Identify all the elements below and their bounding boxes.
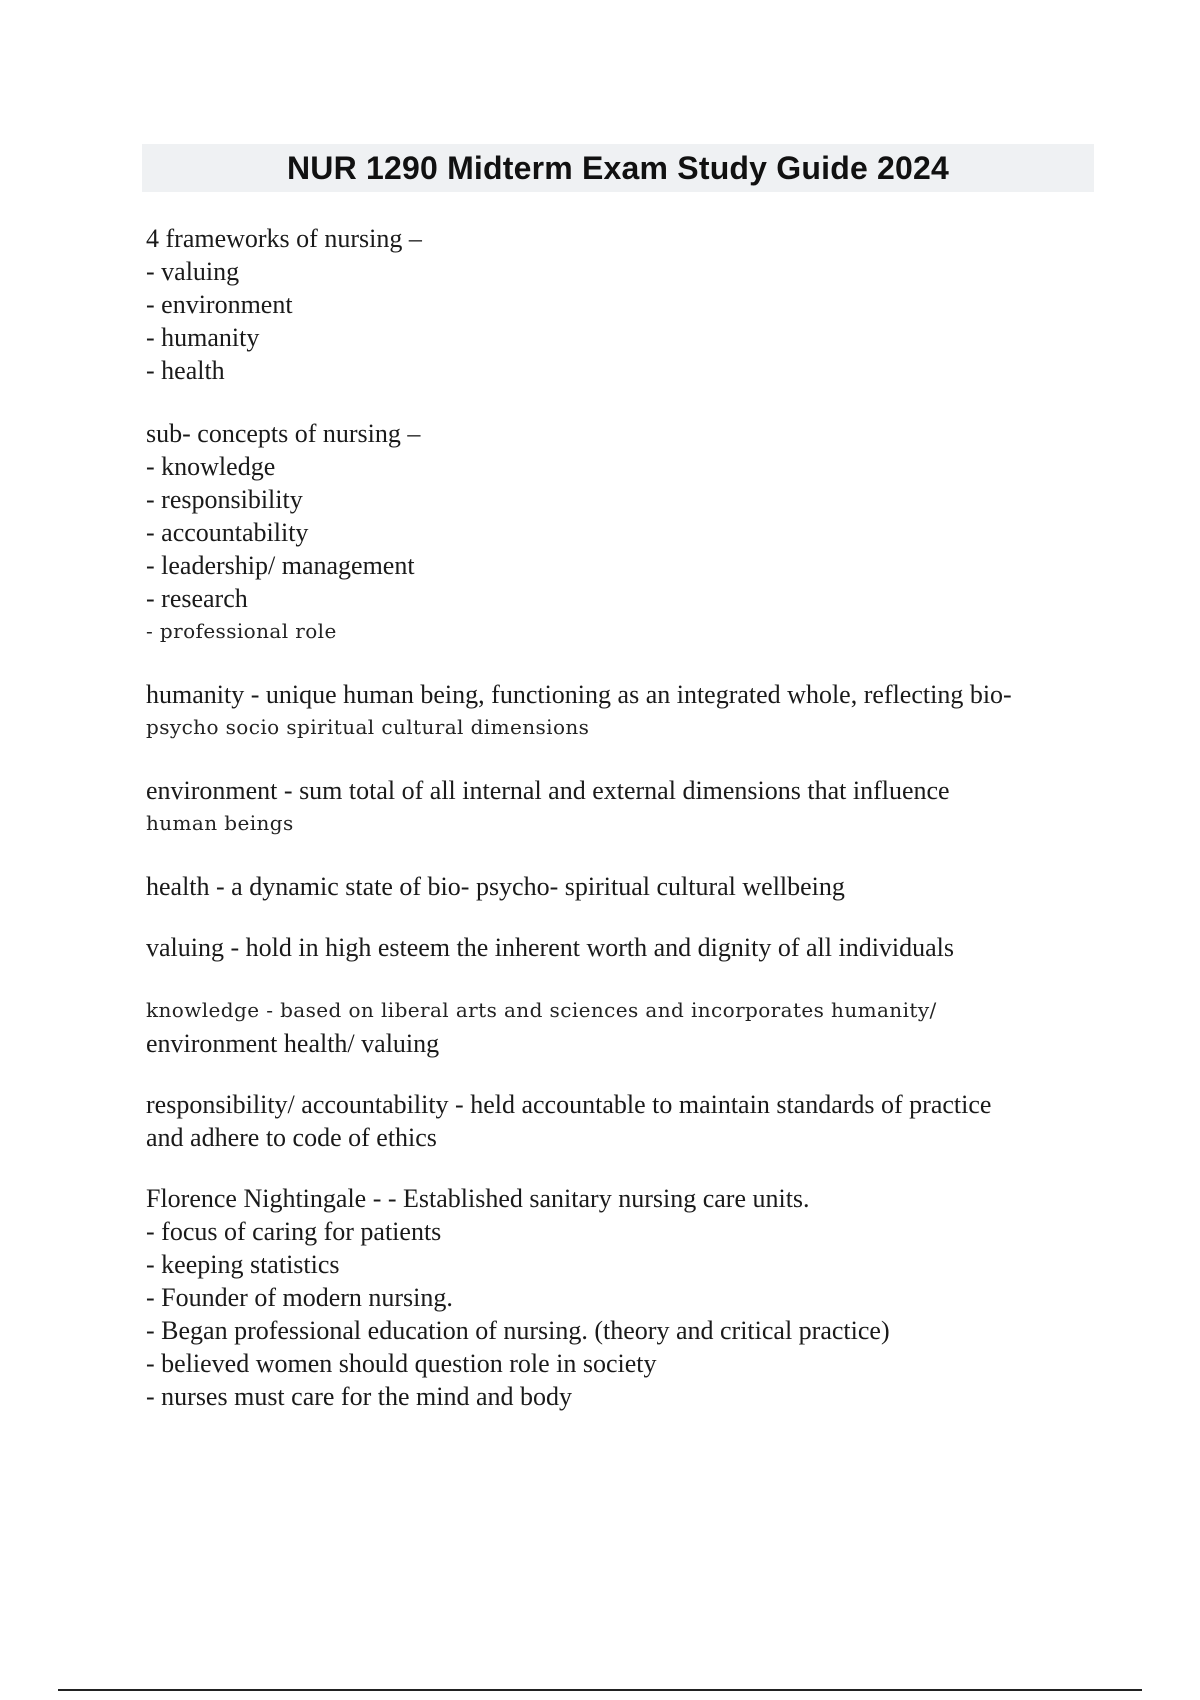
footer-divider bbox=[58, 1689, 1142, 1691]
subconcepts-heading: sub- concepts of nursing – bbox=[146, 419, 421, 448]
list-item: - keeping statistics bbox=[146, 1250, 340, 1279]
list-item: - research bbox=[146, 584, 248, 613]
valuing-definition bbox=[146, 931, 1096, 964]
definition-line: environment - sum total of all internal and external dimensions that influence bbox=[146, 776, 950, 805]
health-definition bbox=[146, 870, 1096, 903]
list-item: - leadership/ management bbox=[146, 551, 415, 580]
list-item: - nurses must care for the mind and body bbox=[146, 1382, 573, 1411]
list-item: - knowledge bbox=[146, 452, 276, 481]
frameworks-heading: 4 frameworks of nursing – bbox=[146, 224, 422, 253]
list-item: - Founder of modern nursing. bbox=[146, 1283, 453, 1312]
definition-line: knowledge - based on liberal arts and sciences and incorporates humanity/ bbox=[146, 998, 937, 1022]
list-item: - valuing bbox=[146, 257, 240, 286]
definition-line: human beings bbox=[146, 811, 294, 835]
list-item: - focus of caring for patients bbox=[146, 1217, 442, 1246]
list-item: - accountability bbox=[146, 518, 309, 547]
definition-line: psycho socio spiritual cultural dimensions bbox=[146, 715, 590, 739]
subconcepts-section bbox=[146, 417, 1096, 648]
definition-line: and adhere to code of ethics bbox=[146, 1123, 437, 1152]
definition-line: environment health/ valuing bbox=[146, 1029, 440, 1058]
nightingale-section bbox=[146, 1182, 1096, 1413]
list-item: - humanity bbox=[146, 323, 260, 352]
document-body bbox=[146, 222, 1096, 1441]
list-item: - Began professional education of nursing. (theory and critical practice) bbox=[146, 1316, 890, 1345]
frameworks-section bbox=[146, 222, 1096, 387]
title-banner bbox=[142, 144, 1094, 192]
definition-line: health - a dynamic state of bio- psycho- spiritual cultural wellbeing bbox=[146, 872, 845, 901]
knowledge-definition bbox=[146, 994, 1096, 1060]
document-title: NUR 1290 Midterm Exam Study Guide 2024 bbox=[286, 149, 950, 186]
responsibility-definition bbox=[146, 1088, 1096, 1154]
list-item: - health bbox=[146, 356, 225, 385]
definition-line: valuing - hold in high esteem the inherent worth and dignity of all individuals bbox=[146, 933, 955, 962]
list-item: - believed women should question role in society bbox=[146, 1349, 657, 1378]
definition-line: humanity - unique human being, functioning as an integrated whole, reflecting bio- bbox=[146, 680, 1012, 709]
list-item: - professional role bbox=[146, 619, 337, 643]
environment-definition bbox=[146, 774, 1096, 840]
list-item: - environment bbox=[146, 290, 293, 319]
humanity-definition bbox=[146, 678, 1096, 744]
nightingale-heading: Florence Nightingale - - Established sanitary nursing care units. bbox=[146, 1184, 810, 1213]
list-item: - responsibility bbox=[146, 485, 303, 514]
definition-line: responsibility/ accountability - held accountable to maintain standards of practice bbox=[146, 1090, 992, 1119]
